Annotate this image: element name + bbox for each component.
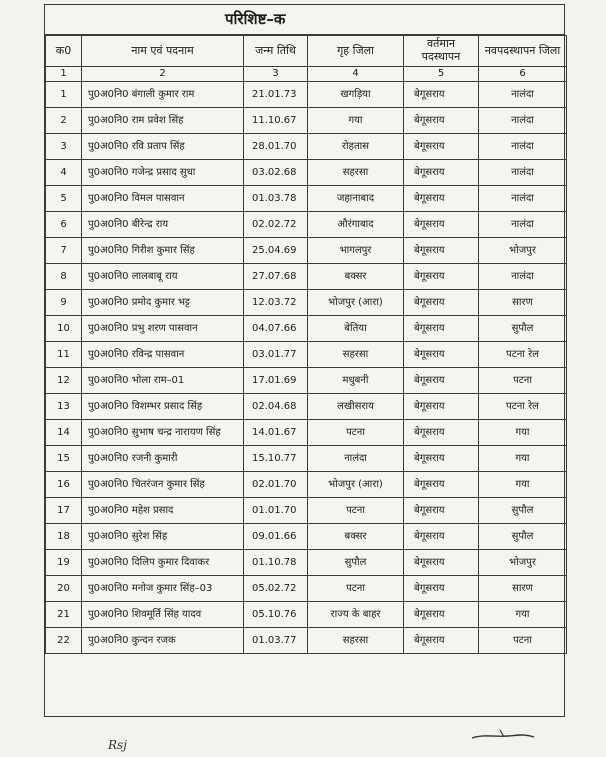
current-posting-cell: बेगूसराय [404,420,479,446]
current-posting-cell: बेगूसराय [404,238,479,264]
new-posting-cell: नालंदा [479,264,567,290]
column-number: 1 [46,67,82,82]
home-district-cell: रोहतास [308,134,404,160]
name-cell: पु0अ0नि0 सुभाष चन्द्र नारायण सिंह [82,420,244,446]
serial-cell: 2 [46,108,82,134]
current-posting-cell: बेगूसराय [404,394,479,420]
column-number: 6 [479,67,567,82]
new-posting-cell: नालंदा [479,82,567,108]
name-cell: पु0अ0नि0 भोला राम–01 [82,368,244,394]
serial-cell: 11 [46,342,82,368]
new-posting-cell: नालंदा [479,134,567,160]
dob-cell: 05.10.76 [244,602,308,628]
new-posting-cell: पटना [479,628,567,654]
current-posting-cell: बेगूसराय [404,446,479,472]
table-row [46,342,567,368]
page-title: परिशिष्ट–क [225,10,286,28]
new-posting-cell: नालंदा [479,186,567,212]
table-row [46,108,567,134]
annexure-sheet [44,4,565,717]
serial-cell: 15 [46,446,82,472]
serial-cell: 5 [46,186,82,212]
serial-cell: 8 [46,264,82,290]
dob-cell: 04.07.66 [244,316,308,342]
table-row [46,472,567,498]
table-row [46,264,567,290]
dob-cell: 14.01.67 [244,420,308,446]
serial-cell: 4 [46,160,82,186]
current-posting-cell: बेगूसराय [404,498,479,524]
home-district-cell: भोजपुर (आरा) [308,472,404,498]
current-posting-cell: बेगूसराय [404,602,479,628]
serial-cell: 1 [46,82,82,108]
new-posting-cell: सुपौल [479,498,567,524]
new-posting-cell: नालंदा [479,160,567,186]
header-row [46,36,567,67]
home-district-cell: खगड़िया [308,82,404,108]
home-district-cell: बक्सर [308,524,404,550]
new-posting-cell: गया [479,446,567,472]
serial-cell: 16 [46,472,82,498]
serial-cell: 6 [46,212,82,238]
current-posting-cell: बेगूसराय [404,212,479,238]
current-posting-cell: बेगूसराय [404,290,479,316]
new-posting-cell: नालंदा [479,108,567,134]
home-district-cell: भागलपुर [308,238,404,264]
dob-cell: 28.01.70 [244,134,308,160]
table-body [46,82,567,654]
column-number: 2 [82,67,244,82]
column-number: 3 [244,67,308,82]
dob-cell: 09.01.66 [244,524,308,550]
serial-cell: 10 [46,316,82,342]
dob-cell: 02.01.70 [244,472,308,498]
posting-table [45,35,567,654]
dob-cell: 01.10.78 [244,550,308,576]
dob-cell: 15.10.77 [244,446,308,472]
new-posting-cell: सारण [479,576,567,602]
current-posting-cell: बेगूसराय [404,368,479,394]
table-row [46,82,567,108]
column-number: 5 [404,67,479,82]
dob-cell: 03.02.68 [244,160,308,186]
new-posting-cell: भोजपुर [479,238,567,264]
title-bar [45,5,564,35]
serial-cell: 19 [46,550,82,576]
current-posting-cell: बेगूसराय [404,108,479,134]
table-row [46,238,567,264]
new-posting-cell: सुपौल [479,316,567,342]
current-posting-cell: बेगूसराय [404,472,479,498]
serial-cell: 21 [46,602,82,628]
new-posting-cell: सारण [479,290,567,316]
name-cell: पु0अ0नि0 चितरंजन कुमार सिंह [82,472,244,498]
name-cell: पु0अ0नि0 रजनी कुमारी [82,446,244,472]
home-district-cell: राज्य के बाहर [308,602,404,628]
name-cell: पु0अ0नि0 सुरेश सिंह [82,524,244,550]
table-row [46,290,567,316]
dob-cell: 12.03.72 [244,290,308,316]
current-posting-cell: बेगूसराय [404,550,479,576]
serial-cell: 13 [46,394,82,420]
home-district-cell: बक्सर [308,264,404,290]
table-row [46,212,567,238]
home-district-cell: सुपौल [308,550,404,576]
home-district-cell: नालंदा [308,446,404,472]
table-row [46,186,567,212]
table-row [46,394,567,420]
table-row [46,160,567,186]
table-row [46,576,567,602]
serial-cell: 7 [46,238,82,264]
new-posting-cell: नालंदा [479,212,567,238]
home-district-cell: पटना [308,576,404,602]
dob-cell: 01.03.77 [244,628,308,654]
dob-cell: 27.07.68 [244,264,308,290]
table-row [46,524,567,550]
current-posting-cell: बेगूसराय [404,160,479,186]
column-number-row [46,67,567,82]
name-cell: पु0अ0नि0 गिरीश कुमार सिंह [82,238,244,264]
header-sn: क0 [46,36,82,67]
dob-cell: 11.10.67 [244,108,308,134]
table-row [46,628,567,654]
name-cell: पु0अ0नि0 विशम्भर प्रसाद सिंह [82,394,244,420]
table-row [46,446,567,472]
serial-cell: 20 [46,576,82,602]
home-district-cell: पटना [308,498,404,524]
column-number: 4 [308,67,404,82]
current-posting-cell: बेगूसराय [404,186,479,212]
name-cell: पु0अ0नि0 रविन्द्र पासवान [82,342,244,368]
serial-cell: 17 [46,498,82,524]
name-cell: पु0अ0नि0 लालबाबू राय [82,264,244,290]
table-row [46,420,567,446]
current-posting-cell: बेगूसराय [404,264,479,290]
header-name: नाम एवं पदनाम [82,36,244,67]
dob-cell: 01.01.70 [244,498,308,524]
new-posting-cell: पटना रेल [479,342,567,368]
new-posting-cell: गया [479,420,567,446]
current-posting-cell: बेगूसराय [404,316,479,342]
header-dob: जन्म तिथि [244,36,308,67]
home-district-cell: गया [308,108,404,134]
serial-cell: 9 [46,290,82,316]
new-posting-cell: सुपौल [479,524,567,550]
new-posting-cell: गया [479,472,567,498]
table-row [46,550,567,576]
name-cell: पु0अ0नि0 प्रभु शरण पासवान [82,316,244,342]
name-cell: पु0अ0नि0 मनोज कुमार सिंह–03 [82,576,244,602]
home-district-cell: जहानाबाद [308,186,404,212]
signature-mark [470,728,536,742]
header-home-district: गृह जिला [308,36,404,67]
home-district-cell: पटना [308,420,404,446]
name-cell: पु0अ0नि0 बंगाली कुमार राम [82,82,244,108]
current-posting-cell: बेगूसराय [404,628,479,654]
table-row [46,134,567,160]
home-district-cell: सहरसा [308,628,404,654]
new-posting-cell: पटना रेल [479,394,567,420]
name-cell: पु0अ0नि0 शिवमूर्ति सिंह यादव [82,602,244,628]
dob-cell: 25.04.69 [244,238,308,264]
name-cell: पु0अ0नि0 दिलिप कुमार दिवाकर [82,550,244,576]
header-current-posting: वर्तमान पदस्थापन [404,36,479,67]
current-posting-cell: बेगूसराय [404,82,479,108]
name-cell: पु0अ0नि0 प्रमोद कुमार भट्ट [82,290,244,316]
new-posting-cell: पटना [479,368,567,394]
home-district-cell: बेतिया [308,316,404,342]
name-cell: पु0अ0नि0 कुन्दन रजक [82,628,244,654]
home-district-cell: मधुबनी [308,368,404,394]
header-new-posting: नवपदस्थापन जिला [479,36,567,67]
serial-cell: 18 [46,524,82,550]
name-cell: पु0अ0नि0 महेश प्रसाद [82,498,244,524]
table-row [46,316,567,342]
current-posting-cell: बेगूसराय [404,576,479,602]
dob-cell: 02.04.68 [244,394,308,420]
new-posting-cell: गया [479,602,567,628]
dob-cell: 17.01.69 [244,368,308,394]
table-row [46,602,567,628]
home-district-cell: सहरसा [308,342,404,368]
home-district-cell: सहरसा [308,160,404,186]
current-posting-cell: बेगूसराय [404,134,479,160]
name-cell: पु0अ0नि0 गजेन्द्र प्रसाद सुधा [82,160,244,186]
name-cell: पु0अ0नि0 राम प्रवेश सिंह [82,108,244,134]
dob-cell: 21.01.73 [244,82,308,108]
current-posting-cell: बेगूसराय [404,524,479,550]
serial-cell: 14 [46,420,82,446]
serial-cell: 12 [46,368,82,394]
serial-cell: 22 [46,628,82,654]
new-posting-cell: भोजपुर [479,550,567,576]
home-district-cell: लखीसराय [308,394,404,420]
home-district-cell: भोजपुर (आरा) [308,290,404,316]
dob-cell: 05.02.72 [244,576,308,602]
dob-cell: 03.01.77 [244,342,308,368]
name-cell: पु0अ0नि0 विमल पासवान [82,186,244,212]
signature-initials: Rsj [108,738,127,752]
table-row [46,368,567,394]
dob-cell: 01.03.78 [244,186,308,212]
name-cell: पु0अ0नि0 रवि प्रताप सिंह [82,134,244,160]
serial-cell: 3 [46,134,82,160]
home-district-cell: औरंगाबाद [308,212,404,238]
dob-cell: 02.02.72 [244,212,308,238]
current-posting-cell: बेगूसराय [404,342,479,368]
table-row [46,498,567,524]
name-cell: पु0अ0नि0 बीरेन्द्र राय [82,212,244,238]
